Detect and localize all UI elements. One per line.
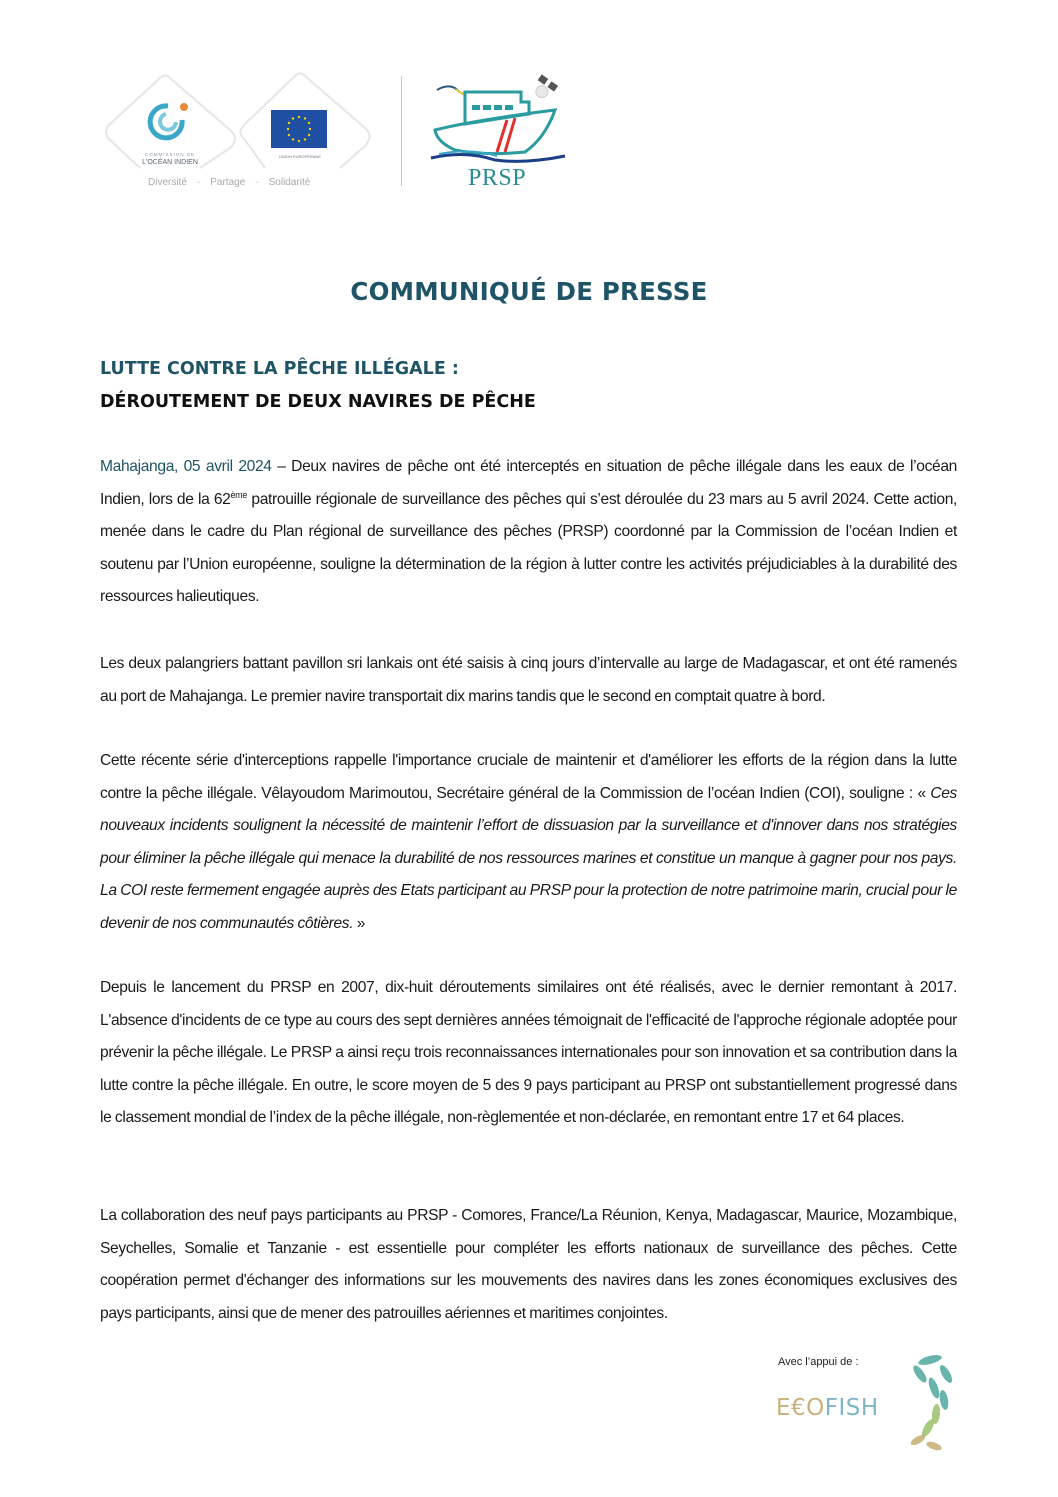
eu-caption: UNION EUROPÉENNE xyxy=(278,154,321,159)
paragraph-history xyxy=(100,972,957,1135)
prsp-logo-text: PRSP xyxy=(468,165,527,191)
subtitle-headline: DÉROUTEMENT DE DEUX NAVIRES DE PÊCHE xyxy=(100,392,536,412)
paragraph-quote xyxy=(100,745,957,941)
motto-separator: - xyxy=(196,177,201,188)
motto-separator: - xyxy=(255,177,259,188)
paragraph-vessels xyxy=(100,648,957,713)
coi-org-name-small: COMMISSION DE xyxy=(144,152,195,157)
support-label: Avec l’appui de : xyxy=(778,1356,859,1368)
paragraph-intro xyxy=(100,451,957,614)
subtitle-topic: LUTTE CONTRE LA PÊCHE ILLÉGALE : xyxy=(100,359,459,379)
logo-divider xyxy=(401,76,402,186)
dateline: Mahajanga, 05 avril 2024 xyxy=(100,458,272,475)
paragraph-text: patrouille régionale de surveillance des pêches qui s’est déroulée du 23 mars au 5 avril 2024. Cette action, menée dans le cadre du Plan régional de surveillance des pêches (PRSP) coordonné par la Commission de l’océan Indien et soutenu par l’Union européenne, souligne la détermination de la région à lutter contre les activités préjudiciables à la durabilité des ressources halieutiques. xyxy=(100,490,957,606)
ecofish-text-part1: E€O xyxy=(776,1395,825,1421)
ecofish-text-part2: FISH xyxy=(824,1395,879,1421)
coi-org-name: L'OCÉAN INDIEN xyxy=(142,159,198,166)
paragraph-text: » xyxy=(353,914,366,932)
coi-emblem-icon xyxy=(150,103,188,138)
coi-motto xyxy=(148,176,368,189)
paragraph-text: Cette récente série d'interceptions rappelle l'importance cruciale de maintenir et d'améliorer les efforts de la région dans la lutte contre la pêche illégale. Vêlayoudom Marimoutou, Secrétaire général de la Commission de l’océan Indien (COI), souligne : « xyxy=(100,752,957,802)
quotation: Ces nouveaux incidents soulignent la nécessité de maintenir l’effort de dissuasion par la surveillance et d'innover dans nos stratégies pour éliminer la pêche illégale qui menace la durabilité de nos ressources marines et constitue un manque à gagner pour nos pays. La COI reste fermement engagée auprès des Etats participant au PRSP pour la protection de notre patrimoine marin, crucial pour le devenir de nos communautés côtières. xyxy=(100,784,957,932)
eu-flag-icon xyxy=(271,110,327,148)
ecofish-fish-logo-icon xyxy=(908,1350,958,1455)
motto-word: Solidarité xyxy=(268,177,311,188)
paragraph-text: – Deux navires de pêche ont été interceptés en situation de pêche illégale dans les eaux de l’océan Indien, lors de la 62 xyxy=(100,458,957,508)
coi-org-name-block xyxy=(118,152,222,167)
prsp-boat-logo-icon xyxy=(425,72,575,164)
paragraph-text: Depuis le lancement du PRSP en 2007, dix-huit déroutements similaires ont été réalisés, avec le dernier remontant à 2017. L'absence d'incidents de ce type au cours des sept dernières années témoignait de l'efficacité de l'approche régionale adoptée pour prévenir la pêche illégale. Le PRSP a ainsi reçu trois reconnaissances internationales pour son innovation et sa contribution dans la lutte contre la pêche illégale. En outre, le score moyen de 5 des 9 pays participant au PRSP ont substantiellement progressé dans le classement mondial de l’index de la pêche illégale, non-règlementée et non-déclarée, en remontant entre 17 et 64 places. xyxy=(100,979,957,1127)
ecofish-logo-text xyxy=(776,1394,906,1422)
motto-word: Diversité xyxy=(148,177,187,188)
ordinal-superscript: ème xyxy=(230,489,247,500)
paragraph-text: Les deux palangriers battant pavillon sri lankais ont été saisis à cinq jours d’intervalle au large de Madagascar, et ont été ramenés au port de Mahajanga. Le premier navire transportait dix marins tandis que le second en comptait quatre à bord. xyxy=(100,655,957,705)
paragraph-collaboration xyxy=(100,1200,957,1330)
page-title: COMMUNIQUÉ DE PRESSE xyxy=(350,277,708,306)
motto-word: Partage xyxy=(210,177,246,188)
header-logos xyxy=(100,70,390,200)
paragraph-text: La collaboration des neuf pays participants au PRSP - Comores, France/La Réunion, Kenya, Madagascar, Maurice, Mozambique, Seychelles, Somalie et Tanzanie - est essentielle pour compléter les efforts nationaux de surveillance des pêches. Cette coopération permet d'échanger des informations sur les mouvements des navires dans les zones économiques exclusives des pays participants, ainsi que de mener des patrouilles aériennes et maritimes conjointes. xyxy=(100,1207,957,1322)
